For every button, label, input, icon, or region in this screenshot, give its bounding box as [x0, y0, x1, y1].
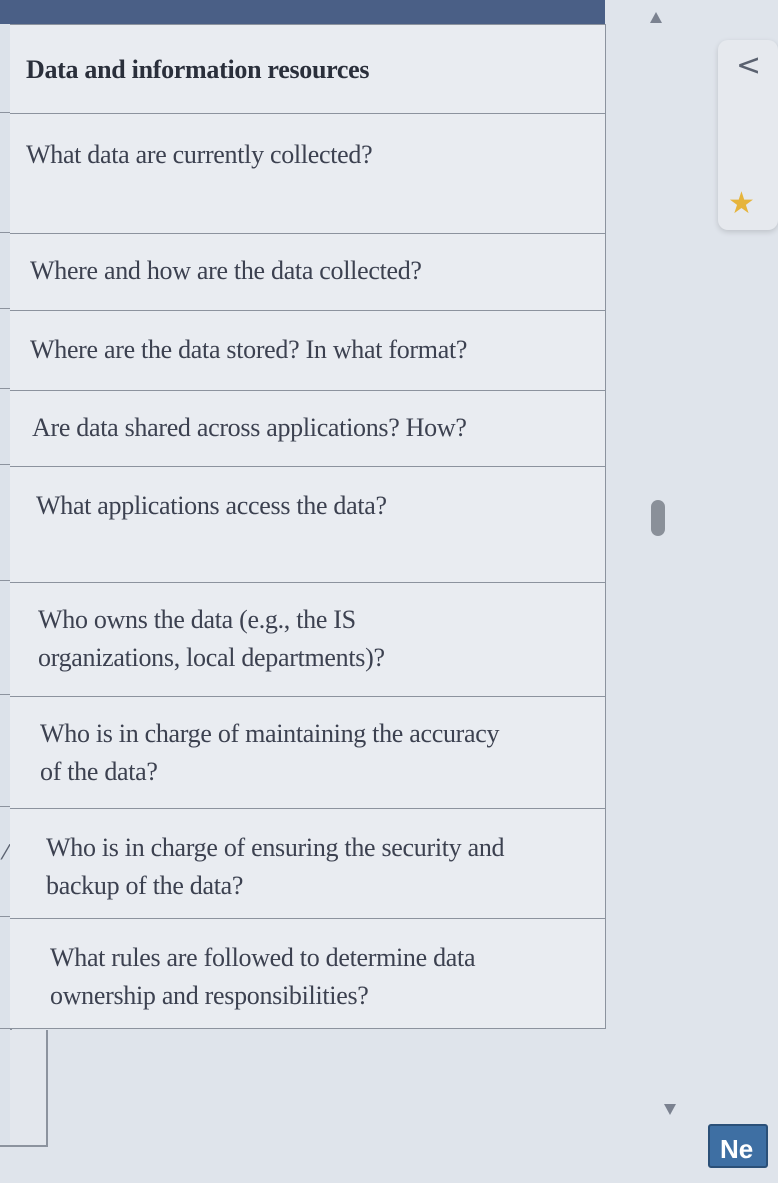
- table-row[interactable]: [10, 114, 606, 234]
- empty-table-row: [10, 1030, 48, 1147]
- data-resources-table: [10, 24, 606, 1010]
- table-row[interactable]: [10, 311, 606, 391]
- star-icon[interactable]: ★: [728, 186, 755, 221]
- table-row[interactable]: [10, 234, 606, 311]
- table-row-question: Where are the data stored? In what format?: [30, 335, 468, 364]
- table-row-question: Who is in charge of ensuring the security and backup of the data?: [46, 833, 505, 900]
- table-row-question: Where and how are the data collected?: [30, 256, 422, 285]
- table-row-question: Who owns the data (e.g., the IS organizations, local departments)?: [38, 605, 385, 672]
- table-header-label: Data and information resources: [26, 55, 370, 84]
- table-row-question: What data are currently collected?: [26, 140, 373, 169]
- table-row[interactable]: [10, 919, 606, 1029]
- table-row[interactable]: [10, 697, 606, 809]
- scroll-down-icon[interactable]: [664, 1104, 676, 1115]
- checkmark-fragment-icon: ⁄: [4, 840, 8, 864]
- table-row-question: What applications access the data?: [36, 491, 387, 520]
- scroll-up-icon[interactable]: [650, 12, 662, 23]
- chevron-left-icon[interactable]: <: [736, 48, 762, 83]
- window-title-bar: [0, 0, 605, 24]
- table-row-question: Are data shared across applications? How?: [32, 413, 467, 442]
- table-header-row: [10, 25, 606, 114]
- table-row[interactable]: [10, 391, 606, 467]
- table-row[interactable]: [10, 467, 606, 583]
- scrollbar-thumb[interactable]: [651, 500, 665, 536]
- table-bottom-border: [0, 1145, 48, 1147]
- next-button[interactable]: Ne: [708, 1124, 768, 1168]
- table-row-question: What rules are followed to determine data ownership and responsibilities?: [50, 943, 476, 1010]
- table-row-question: Who is in charge of maintaining the accuracy of the data?: [40, 719, 500, 786]
- table-row[interactable]: [10, 583, 606, 697]
- table-row[interactable]: [10, 809, 606, 919]
